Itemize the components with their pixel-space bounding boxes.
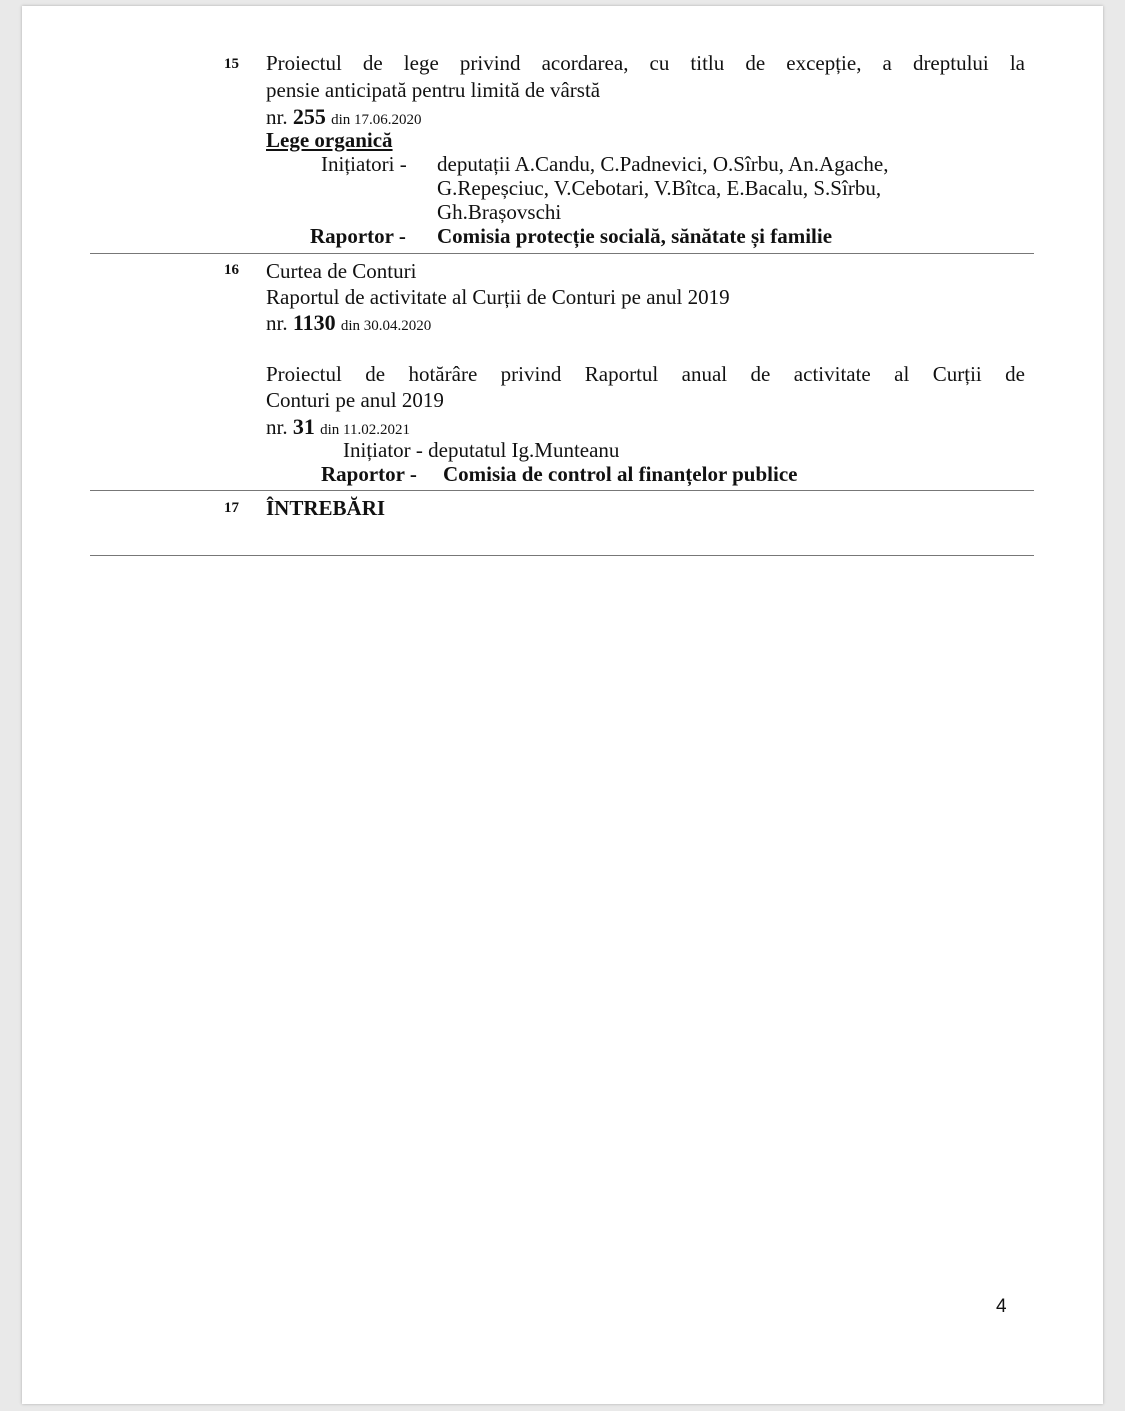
separator-line [90, 555, 1034, 556]
nr-date: din 11.02.2021 [320, 422, 410, 438]
registration-number [266, 310, 431, 336]
nr-prefix: nr. [266, 105, 288, 129]
item-title-line: pensie anticipată pentru limită de vârstă [266, 78, 601, 102]
nr-value: 1130 [292, 310, 336, 335]
initiator-line: Inițiator - deputatul Ig.Munteanu [343, 438, 620, 462]
separator-line [90, 490, 1034, 491]
item-number: 16 [224, 262, 239, 278]
item-title-line: Proiectul de lege privind acordarea, cu titlu de excepție, a dreptului la [266, 51, 1025, 75]
law-type: Lege organică [266, 128, 393, 152]
item-title-line: Raportul de activitate al Curții de Conturi pe anul 2019 [266, 285, 730, 309]
section-title: ÎNTREBĂRI [266, 496, 386, 520]
raportor-value: Comisia protecție socială, sănătate și familie [437, 224, 833, 248]
nr-date: din 17.06.2020 [331, 112, 422, 128]
project-title-line: Conturi pe anul 2019 [266, 388, 444, 412]
project-title-line: Proiectul de hotărâre privind Raportul anual de activitate al Curții de [266, 362, 1025, 386]
raportor-value: Comisia de control al finanțelor publice [443, 462, 798, 486]
registration-number [266, 414, 410, 440]
initiators-line: G.Repeșciuc, V.Cebotari, V.Bîtca, E.Bacalu, S.Sîrbu, [437, 176, 882, 200]
initiators-label: Inițiatori - [321, 152, 407, 176]
initiators-line: Gh.Brașovschi [437, 200, 562, 224]
separator-line [90, 253, 1034, 254]
nr-date: din 30.04.2020 [340, 318, 432, 334]
nr-prefix: nr. [266, 415, 288, 439]
initiators-line: deputații A.Candu, C.Padnevici, O.Sîrbu, An.Agache, [437, 152, 889, 176]
item-number: 15 [224, 56, 239, 72]
nr-prefix: nr. [266, 311, 288, 335]
item-number: 17 [224, 500, 239, 516]
registration-number [266, 104, 422, 130]
raportor-label: Raportor - [321, 462, 417, 486]
document-page [22, 6, 1103, 1404]
item-title-line: Curtea de Conturi [266, 259, 417, 283]
nr-value: 31 [292, 414, 315, 439]
raportor-label: Raportor - [310, 224, 406, 248]
nr-value: 255 [292, 104, 326, 129]
page-number: 4 [996, 1296, 1007, 1317]
